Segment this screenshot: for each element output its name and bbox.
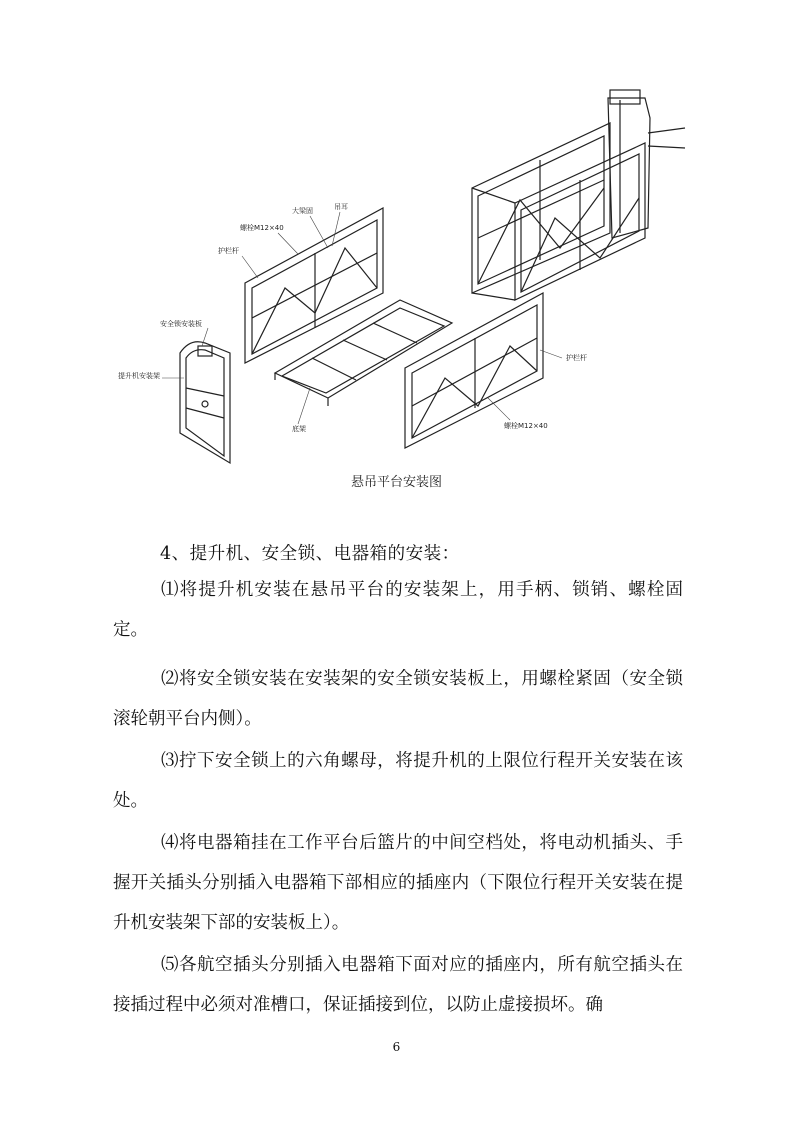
paragraph-3: ⑶拧下安全锁上的六角螺母，将提升机的上限位行程开关安装在该处。 xyxy=(113,751,683,811)
label-rail-right: 护栏杆 xyxy=(566,354,587,362)
bottom-frame-drawing xyxy=(275,300,452,406)
section-heading: 4、提升机、安全锁、电器箱的安装： xyxy=(160,544,460,564)
label-rail-left: 护栏杆 xyxy=(218,247,239,255)
label-bolt-right: 螺栓M12×40 xyxy=(504,422,548,430)
assembled-platform-drawing xyxy=(472,90,685,300)
hoist-frame-drawing xyxy=(180,342,230,463)
page-number: 6 xyxy=(392,1040,401,1054)
label-upper-b: 吊耳 xyxy=(334,203,348,211)
paragraph-1: ⑴将提升机安装在悬吊平台的安装架上，用手柄、锁销、螺栓固定。 xyxy=(113,580,683,640)
figure-caption: 悬吊平台安装图 xyxy=(350,475,442,490)
platform-installation-figure xyxy=(100,88,700,478)
label-lock-plate: 安全锁安装板 xyxy=(160,320,202,328)
paragraph-5: ⑸各航空插头分别插入电器箱下面对应的插座内，所有航空插头在接插过程中必须对准槽口，保证插接到位，以防止虚接损坏。确 xyxy=(113,955,683,1015)
label-hoist-frame: 提升机安装架 xyxy=(118,372,160,380)
label-upper-a: 大梁固 xyxy=(292,207,313,215)
paragraph-4: ⑷将电器箱挂在工作平台后篮片的中间空档处，将电动机插头、手握开关插头分别插入电器箱下部相应的插座内（下限位行程开关安装在提升机安装架下部的安装板上）。 xyxy=(113,833,683,933)
label-bottom: 底架 xyxy=(292,425,306,433)
paragraph-2: ⑵将安全锁安装在安装架的安全锁安装板上，用螺栓紧固（安全锁滚轮朝平台内侧）。 xyxy=(113,669,683,729)
label-bolt-top: 螺栓M12×40 xyxy=(240,224,284,232)
